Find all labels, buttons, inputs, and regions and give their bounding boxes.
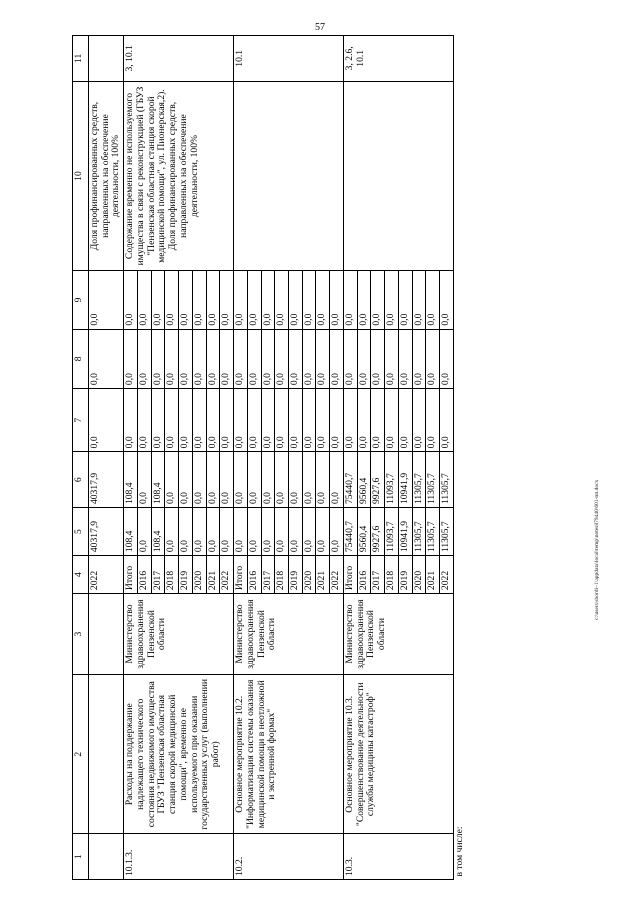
cell-value: 75440,7 — [343, 508, 357, 556]
cell-value: 0,0 — [440, 389, 454, 452]
cell-year: 2020 — [302, 556, 316, 594]
cell-value: 0,0 — [234, 389, 248, 452]
col-header-4: 4 — [73, 556, 89, 594]
cell-value: 0,0 — [343, 271, 357, 329]
cell-value: 0,0 — [179, 271, 193, 329]
cell-value: 108,4 — [124, 508, 138, 556]
cell-value: 11305,7 — [440, 452, 454, 508]
cell-value: 40317,9 — [89, 508, 124, 556]
cell-empty — [89, 834, 124, 880]
cell-value: 0,0 — [247, 389, 261, 452]
cell-value: 0,0 — [165, 508, 179, 556]
cell-value: 10941,9 — [398, 452, 412, 508]
cell-value: 9560,4 — [357, 452, 371, 508]
cell-value: 0,0 — [316, 329, 330, 388]
cell-value: 0,0 — [179, 452, 193, 508]
cell-value: 0,0 — [275, 452, 289, 508]
cell-value: 11093,7 — [385, 508, 399, 556]
col-header-2: 2 — [73, 675, 89, 834]
cell-year: 2019 — [179, 556, 193, 594]
cell-year: 2018 — [165, 556, 179, 594]
cell-value: 0,0 — [357, 271, 371, 329]
cell-value: 0,0 — [302, 508, 316, 556]
cell-year: 2021 — [316, 556, 330, 594]
cell-value: 0,0 — [275, 271, 289, 329]
cell-value: 0,0 — [302, 389, 316, 452]
cell-year: 2020 — [412, 556, 426, 594]
cell-year: 2022 — [89, 556, 124, 594]
cell-value: 0,0 — [371, 271, 385, 329]
cell-value: 0,0 — [206, 271, 220, 329]
cell-value: 0,0 — [426, 389, 440, 452]
cell-value: 0,0 — [426, 271, 440, 329]
cell-value: 0,0 — [220, 271, 234, 329]
cell-value: 0,0 — [302, 452, 316, 508]
cell-year: 2017 — [371, 556, 385, 594]
cell-value: 0,0 — [343, 329, 357, 388]
cell-value: 0,0 — [412, 389, 426, 452]
cell-item-number: 10.3. — [343, 834, 453, 880]
cell-item-number: 10.2. — [234, 834, 344, 880]
cell-value: 0,0 — [371, 329, 385, 388]
cell-executor: Министерство здравоохранения Пензенской области — [343, 594, 453, 675]
cell-value: 0,0 — [247, 271, 261, 329]
cell-value: 0,0 — [151, 389, 165, 452]
cell-value: 0,0 — [220, 508, 234, 556]
cell-value: 0,0 — [179, 389, 193, 452]
cell-value: 0,0 — [137, 271, 151, 329]
cell-value: 0,0 — [440, 271, 454, 329]
cell-value: 0,0 — [89, 389, 124, 452]
col-header-1: 1 — [73, 834, 89, 880]
cell-value: 0,0 — [234, 271, 248, 329]
cell-value: 0,0 — [302, 329, 316, 388]
cell-ref — [89, 36, 124, 82]
cell-year: 2022 — [220, 556, 234, 594]
cell-year: 2019 — [398, 556, 412, 594]
cell-value: 0,0 — [330, 508, 344, 556]
cell-year: 2020 — [192, 556, 206, 594]
cell-ref: 10.1 — [234, 36, 344, 82]
cell-value: 0,0 — [398, 329, 412, 388]
table-body — [89, 36, 454, 880]
cell-year: 2021 — [426, 556, 440, 594]
col-header-10: 10 — [73, 81, 89, 271]
cell-value: 108,4 — [151, 508, 165, 556]
cell-value: 0,0 — [137, 329, 151, 388]
cell-year: Итого — [343, 556, 357, 594]
cell-value: 11305,7 — [412, 452, 426, 508]
table-row — [234, 36, 248, 880]
table-row — [124, 36, 138, 880]
cell-value: 0,0 — [261, 329, 275, 388]
cell-value: 0,0 — [385, 329, 399, 388]
cell-executor: Министерство здравоохранения Пензенской области — [234, 594, 344, 675]
cell-value: 0,0 — [151, 329, 165, 388]
cell-value: 75440,7 — [343, 452, 357, 508]
cell-item-number: 10.1.3. — [124, 834, 234, 880]
cell-value: 108,4 — [151, 452, 165, 508]
cell-value: 11305,7 — [426, 508, 440, 556]
cell-value: 0,0 — [234, 452, 248, 508]
cell-year: 2016 — [357, 556, 371, 594]
cell-value: 0,0 — [330, 452, 344, 508]
cell-value: 0,0 — [289, 508, 303, 556]
cell-value: 0,0 — [289, 271, 303, 329]
cell-empty — [89, 675, 124, 834]
cell-value: 0,0 — [206, 508, 220, 556]
cell-value: 0,0 — [165, 271, 179, 329]
rotated-table-container — [72, 35, 574, 880]
cell-value: 0,0 — [247, 452, 261, 508]
cell-value: 0,0 — [165, 329, 179, 388]
cell-value: 0,0 — [440, 329, 454, 388]
cell-value: 0,0 — [330, 271, 344, 329]
cell-value: 0,0 — [89, 271, 124, 329]
cell-value: 0,0 — [275, 329, 289, 388]
cell-value: 0,0 — [357, 389, 371, 452]
cell-value: 0,0 — [316, 271, 330, 329]
cell-value: 0,0 — [206, 329, 220, 388]
cell-item-name: Основное мероприятие 10.3. "Совершенствование деятельности службы медицины катастроф" — [343, 675, 453, 834]
cell-value: 0,0 — [165, 452, 179, 508]
program-table — [72, 35, 467, 880]
cell-value: 11305,7 — [412, 508, 426, 556]
cell-value: 0,0 — [385, 389, 399, 452]
cell-value: 10941,9 — [398, 508, 412, 556]
including-row — [453, 36, 466, 880]
cell-value: 0,0 — [89, 329, 124, 388]
col-header-6: 6 — [73, 452, 89, 508]
col-header-8: 8 — [73, 329, 89, 388]
col-header-11: 11 — [73, 36, 89, 82]
cell-year: Итого — [124, 556, 138, 594]
cell-value: 0,0 — [289, 329, 303, 388]
cell-year: 2016 — [137, 556, 151, 594]
file-path-footer: c:\users\sbordi~1\appdata\local\temp\notes879440\601-пп.docx — [594, 479, 600, 620]
cell-value: 0,0 — [261, 271, 275, 329]
cell-value: 0,0 — [137, 389, 151, 452]
cell-value: 0,0 — [261, 389, 275, 452]
cell-value: 11093,7 — [385, 452, 399, 508]
cell-value: 0,0 — [343, 389, 357, 452]
cell-value: 0,0 — [165, 389, 179, 452]
page-number: 57 — [315, 22, 325, 33]
cell-value: 0,0 — [192, 508, 206, 556]
col-header-3: 3 — [73, 594, 89, 675]
cell-value: 0,0 — [234, 508, 248, 556]
cell-value: 0,0 — [261, 452, 275, 508]
cell-value: 0,0 — [220, 452, 234, 508]
cell-value: 0,0 — [247, 508, 261, 556]
cell-value: 0,0 — [124, 271, 138, 329]
cell-value: 0,0 — [124, 329, 138, 388]
cell-year: 2022 — [440, 556, 454, 594]
col-header-9: 9 — [73, 271, 89, 329]
cell-value: 9560,4 — [357, 508, 371, 556]
cell-value: 0,0 — [192, 271, 206, 329]
cell-executor: Министерство здравоохранения Пензенской области — [124, 594, 234, 675]
table-row — [343, 36, 357, 880]
cell-value: 0,0 — [192, 329, 206, 388]
cell-year: Итого — [234, 556, 248, 594]
cell-indicator: Доля профинансированных средств, направленных на обеспечение деятельности, 100% — [89, 81, 124, 271]
cell-value: 11305,7 — [440, 508, 454, 556]
cell-value: 11305,7 — [426, 452, 440, 508]
cell-indicator — [343, 81, 453, 271]
cell-year: 2017 — [261, 556, 275, 594]
col-header-5: 5 — [73, 508, 89, 556]
cell-value: 0,0 — [316, 508, 330, 556]
cell-value: 0,0 — [220, 389, 234, 452]
cell-value: 0,0 — [426, 329, 440, 388]
cell-item-name: Основное мероприятие 10.2. "Информатизация системы оказания медицинской помощи в неотложной и экстренной формах" — [234, 675, 344, 834]
cell-value: 0,0 — [316, 452, 330, 508]
table-row-top — [89, 36, 124, 880]
cell-value: 0,0 — [234, 329, 248, 388]
cell-year: 2018 — [275, 556, 289, 594]
cell-value: 9927,6 — [371, 452, 385, 508]
cell-value: 0,0 — [412, 271, 426, 329]
cell-value: 0,0 — [192, 389, 206, 452]
cell-value: 0,0 — [179, 508, 193, 556]
cell-value: 0,0 — [412, 329, 426, 388]
cell-value: 0,0 — [357, 329, 371, 388]
cell-value: 0,0 — [371, 389, 385, 452]
cell-value: 0,0 — [275, 389, 289, 452]
cell-value: 0,0 — [137, 508, 151, 556]
cell-value: 0,0 — [206, 389, 220, 452]
cell-value: 0,0 — [275, 508, 289, 556]
cell-year: 2021 — [206, 556, 220, 594]
cell-value: 0,0 — [192, 452, 206, 508]
cell-value: 0,0 — [220, 329, 234, 388]
cell-value: 0,0 — [330, 389, 344, 452]
cell-value: 0,0 — [179, 329, 193, 388]
cell-value: 0,0 — [124, 389, 138, 452]
cell-indicator: Содержание временно не используемого имущества в связи с реконструкцией (ГБУЗ "Пензенская областная станция скорой медицинской помощи", ул. Пионерская,2). Доля профинансированных средств, направленных на обеспечение деятельности, 100% — [124, 81, 234, 271]
cell-value: 0,0 — [302, 271, 316, 329]
cell-value: 0,0 — [289, 452, 303, 508]
cell-value: 0,0 — [137, 452, 151, 508]
cell-year: 2019 — [289, 556, 303, 594]
column-numbers-row — [73, 36, 89, 880]
cell-year: 2022 — [330, 556, 344, 594]
cell-value: 0,0 — [330, 329, 344, 388]
cell-value: 0,0 — [206, 452, 220, 508]
cell-empty — [89, 594, 124, 675]
cell-value: 0,0 — [151, 271, 165, 329]
cell-ref: 3, 10.1 — [124, 36, 234, 82]
cell-value: 9927,6 — [371, 508, 385, 556]
cell-value: 40317,9 — [89, 452, 124, 508]
cell-value: 0,0 — [261, 508, 275, 556]
cell-value: 0,0 — [289, 389, 303, 452]
cell-year: 2017 — [151, 556, 165, 594]
cell-value: 0,0 — [247, 329, 261, 388]
cell-item-name: Расходы на поддержание надлежащего технического состояния недвижимого имущества ГБУЗ "Пензенская областная станция скорой медицинской помощи", временно не используемого при оказании государственных услуг (выполнении работ) — [124, 675, 234, 834]
cell-value: 0,0 — [316, 389, 330, 452]
col-header-7: 7 — [73, 389, 89, 452]
cell-value: 108,4 — [124, 452, 138, 508]
cell-value: 0,0 — [385, 271, 399, 329]
cell-value: 0,0 — [398, 271, 412, 329]
cell-indicator — [234, 81, 344, 271]
cell-value: 0,0 — [398, 389, 412, 452]
including-label: в том числе: — [453, 36, 466, 880]
cell-year: 2016 — [247, 556, 261, 594]
cell-ref: 3, 2.6, 10.1 — [343, 36, 453, 82]
cell-year: 2018 — [385, 556, 399, 594]
